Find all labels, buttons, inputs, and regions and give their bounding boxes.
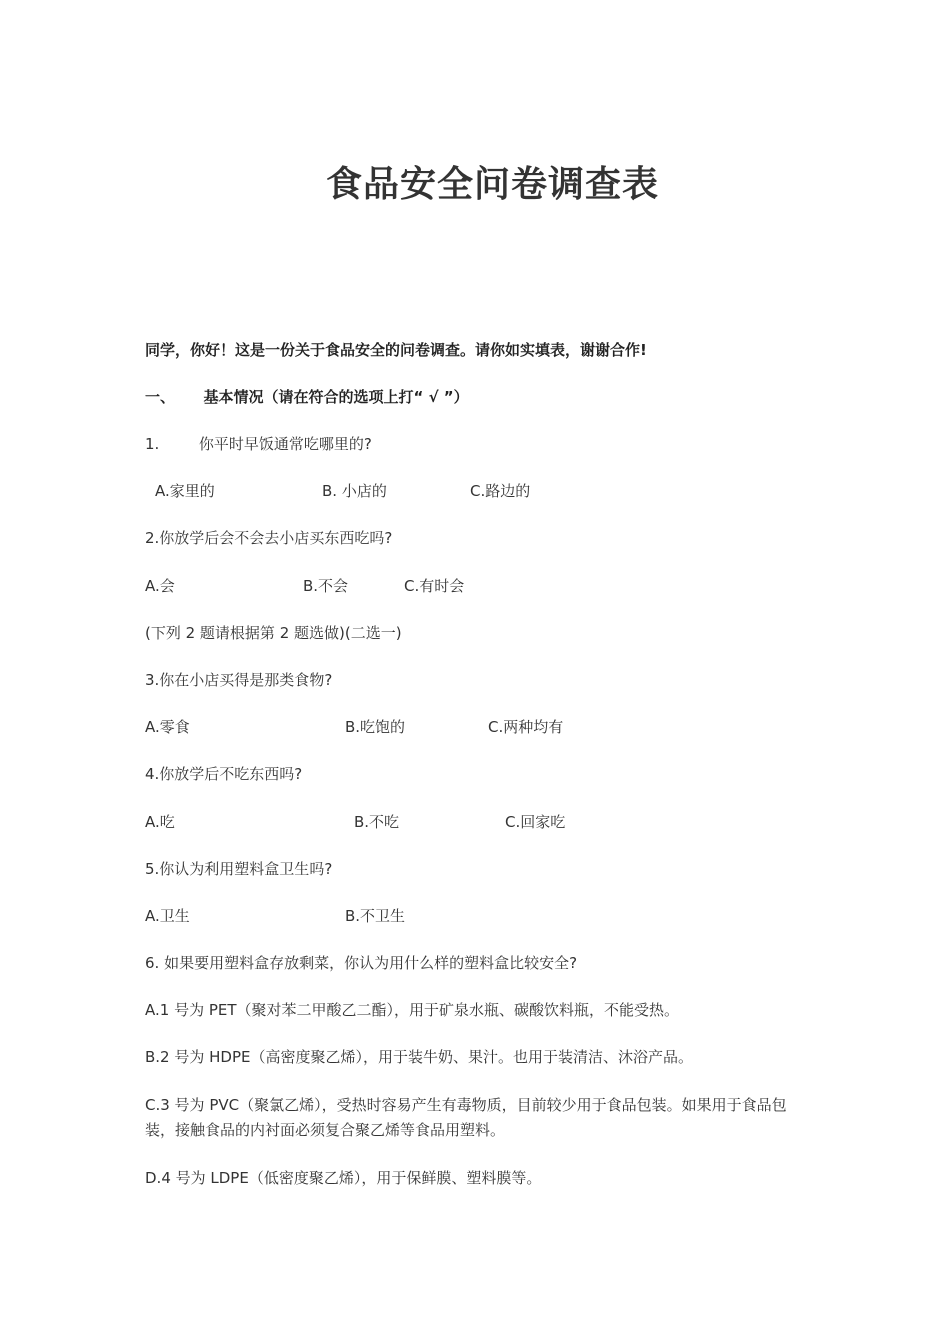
question-4-option-b: B.不吃 (354, 813, 400, 831)
question-4-option-c: C.回家吃 (505, 813, 566, 831)
question-2-option-c: C.有时会 (404, 577, 465, 595)
document-title: 食品安全问卷调查表 (325, 163, 659, 205)
question-1-option-c: C.路边的 (470, 482, 531, 500)
section-heading (145, 386, 469, 408)
question-1-text: 你平时早饭通常吃哪里的? (198, 435, 372, 453)
question-6-option-b: B.2 号为 HDPE（高密度聚乙烯），用于装牛奶、果汁。也用于装清洁、沐浴产品。 (145, 1048, 693, 1066)
question-6-option-c: C.3 号为 PVC（聚氯乙烯），受热时容易产生有毒物质，目前较少用于食品包装。如果用于食品包装，接触食品的内衬面必须复合聚乙烯等食品用塑料。 (145, 1096, 787, 1139)
intro-text: 同学，你好！这是一份关于食品安全的问卷调查。请你如实填表，谢谢合作! (145, 341, 647, 359)
question-3-text: 3.你在小店买得是那类食物? (145, 671, 333, 689)
question-2-text: 2.你放学后会不会去小店买东西吃吗? (145, 529, 393, 547)
selection-note: (下列 2 题请根据第 2 题选做)(二选一) (145, 624, 402, 642)
question-1-option-a: A.家里的 (155, 482, 215, 500)
question-1 (145, 433, 372, 455)
question-1-option-b: B. 小店的 (322, 482, 387, 500)
question-6-option-d: D.4 号为 LDPE（低密度聚乙烯），用于保鲜膜、塑料膜等。 (145, 1169, 542, 1187)
question-4-text: 4.你放学后不吃东西吗? (145, 765, 303, 783)
section-number: 一、 (145, 388, 176, 406)
question-6-option-a: A.1 号为 PET（聚对苯二甲酸乙二酯），用于矿泉水瓶、碳酸饮料瓶，不能受热。 (145, 1001, 680, 1019)
question-6-text: 6. 如果要用塑料盒存放剩菜，你认为用什么样的塑料盒比较安全? (145, 954, 578, 972)
question-2-option-a: A.会 (145, 577, 175, 595)
question-4-option-a: A.吃 (145, 813, 175, 831)
question-3-option-a: A.零食 (145, 718, 190, 736)
section-heading-text: 基本情况（请在符合的选项上打“ √ ”） (203, 388, 469, 406)
question-5-option-a: A.卫生 (145, 907, 190, 925)
question-2-option-b: B.不会 (303, 577, 349, 595)
question-5-option-b: B.不卫生 (345, 907, 406, 925)
question-3-option-b: B.吃饱的 (345, 718, 406, 736)
question-5-text: 5.你认为利用塑料盒卫生吗? (145, 860, 333, 878)
question-3-option-c: C.两种均有 (488, 718, 564, 736)
question-1-number: 1. (145, 435, 160, 453)
